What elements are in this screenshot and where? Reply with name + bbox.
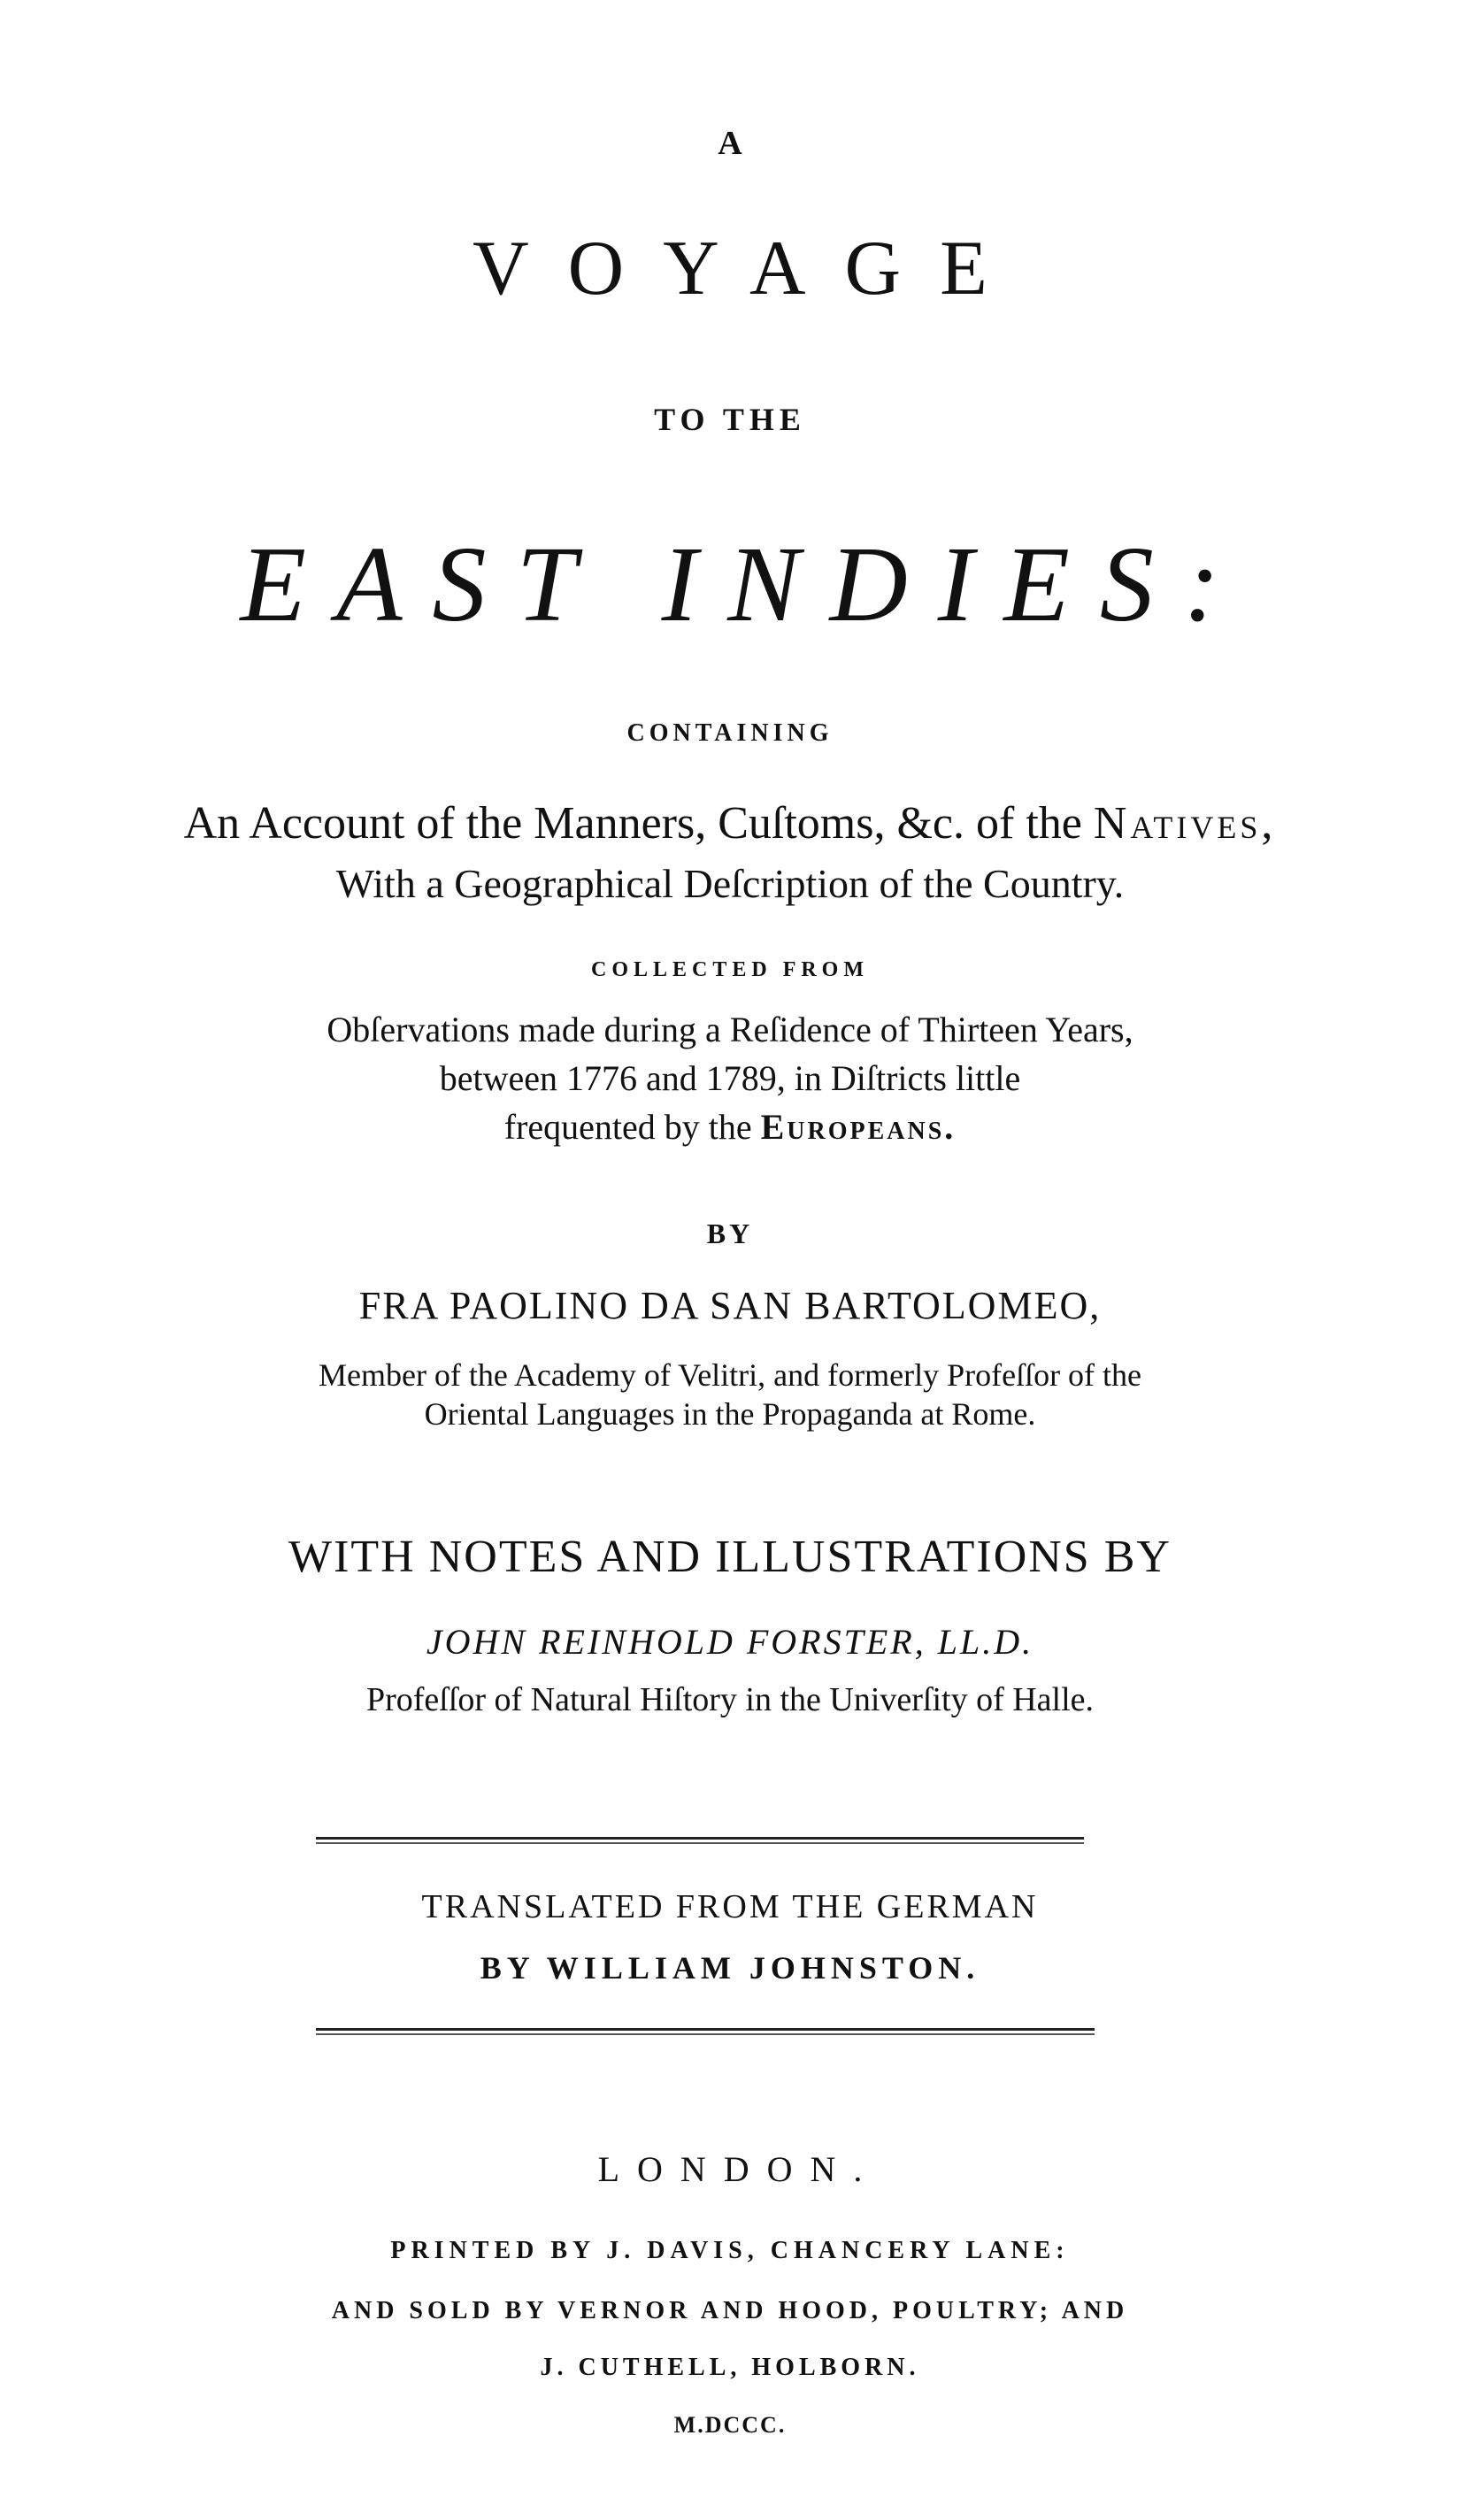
editor-desc: Profeſſor of Natural Hiſtory in the Univerſity of Halle. [365, 1681, 1095, 1718]
contents-text: An Account of the Manners, Cuſtoms, &c. of the [183, 798, 1082, 849]
translated-line-2: BY WILLIAM JOHNSTON. [480, 1950, 980, 1986]
by-label: BY [706, 1218, 754, 1249]
natives-text: Natives, [1093, 798, 1277, 849]
author-name: FRA PAOLINO DA SAN BARTOLOMEO, [358, 1284, 1102, 1327]
contents-line-1 [0, 798, 1460, 849]
notes-label: WITH NOTES AND ILLUSTRATIONS BY [288, 1532, 1172, 1582]
title-place: EAST INDIES: [240, 525, 1250, 644]
author-desc-line-2: Oriental Languages in the Propaganda at Rome. [424, 1396, 1036, 1432]
divider-rule-top [316, 1837, 1084, 1844]
author-desc-line-1: Member of the Academy of Velitri, and formerly Profeſſor of the [318, 1357, 1142, 1393]
imprint-line-2: AND SOLD BY VERNOR AND HOOD, POULTRY; AND [331, 2297, 1129, 2324]
divider-rule-bottom [316, 2028, 1095, 2035]
imprint-city: LONDON. [597, 2149, 880, 2189]
imprint-line-3: J. CUTHELL, HOLBORN. [540, 2354, 920, 2381]
editor-name: JOHN REINHOLD FORSTER, LL.D. [426, 1622, 1034, 1662]
title-article: A [718, 125, 742, 162]
observations-line-2: between 1776 and 1789, in Diſtricts little [439, 1058, 1021, 1098]
title-connector: TO THE [654, 402, 806, 437]
imprint-line-1: PRINTED BY J. DAVIS, CHANCERY LANE: [390, 2237, 1070, 2264]
collected-label: COLLECTED FROM [590, 958, 869, 981]
imprint-year: M.DCCC. [673, 2412, 787, 2438]
contents-line-2: With a Geographical Deſcription of the Country. [335, 861, 1125, 906]
observations-line-3 [0, 1107, 1460, 1147]
observations-text: frequented by the [503, 1107, 752, 1147]
containing-label: CONTAINING [626, 719, 834, 747]
observations-line-1: Obſervations made during a Reſidence of Thirteen Years, [327, 1010, 1133, 1049]
translated-line-1: TRANSLATED FROM THE GERMAN [421, 1888, 1039, 1925]
europeans-text: Europeans. [760, 1107, 957, 1147]
title-main: VOYAGE [473, 226, 1026, 311]
